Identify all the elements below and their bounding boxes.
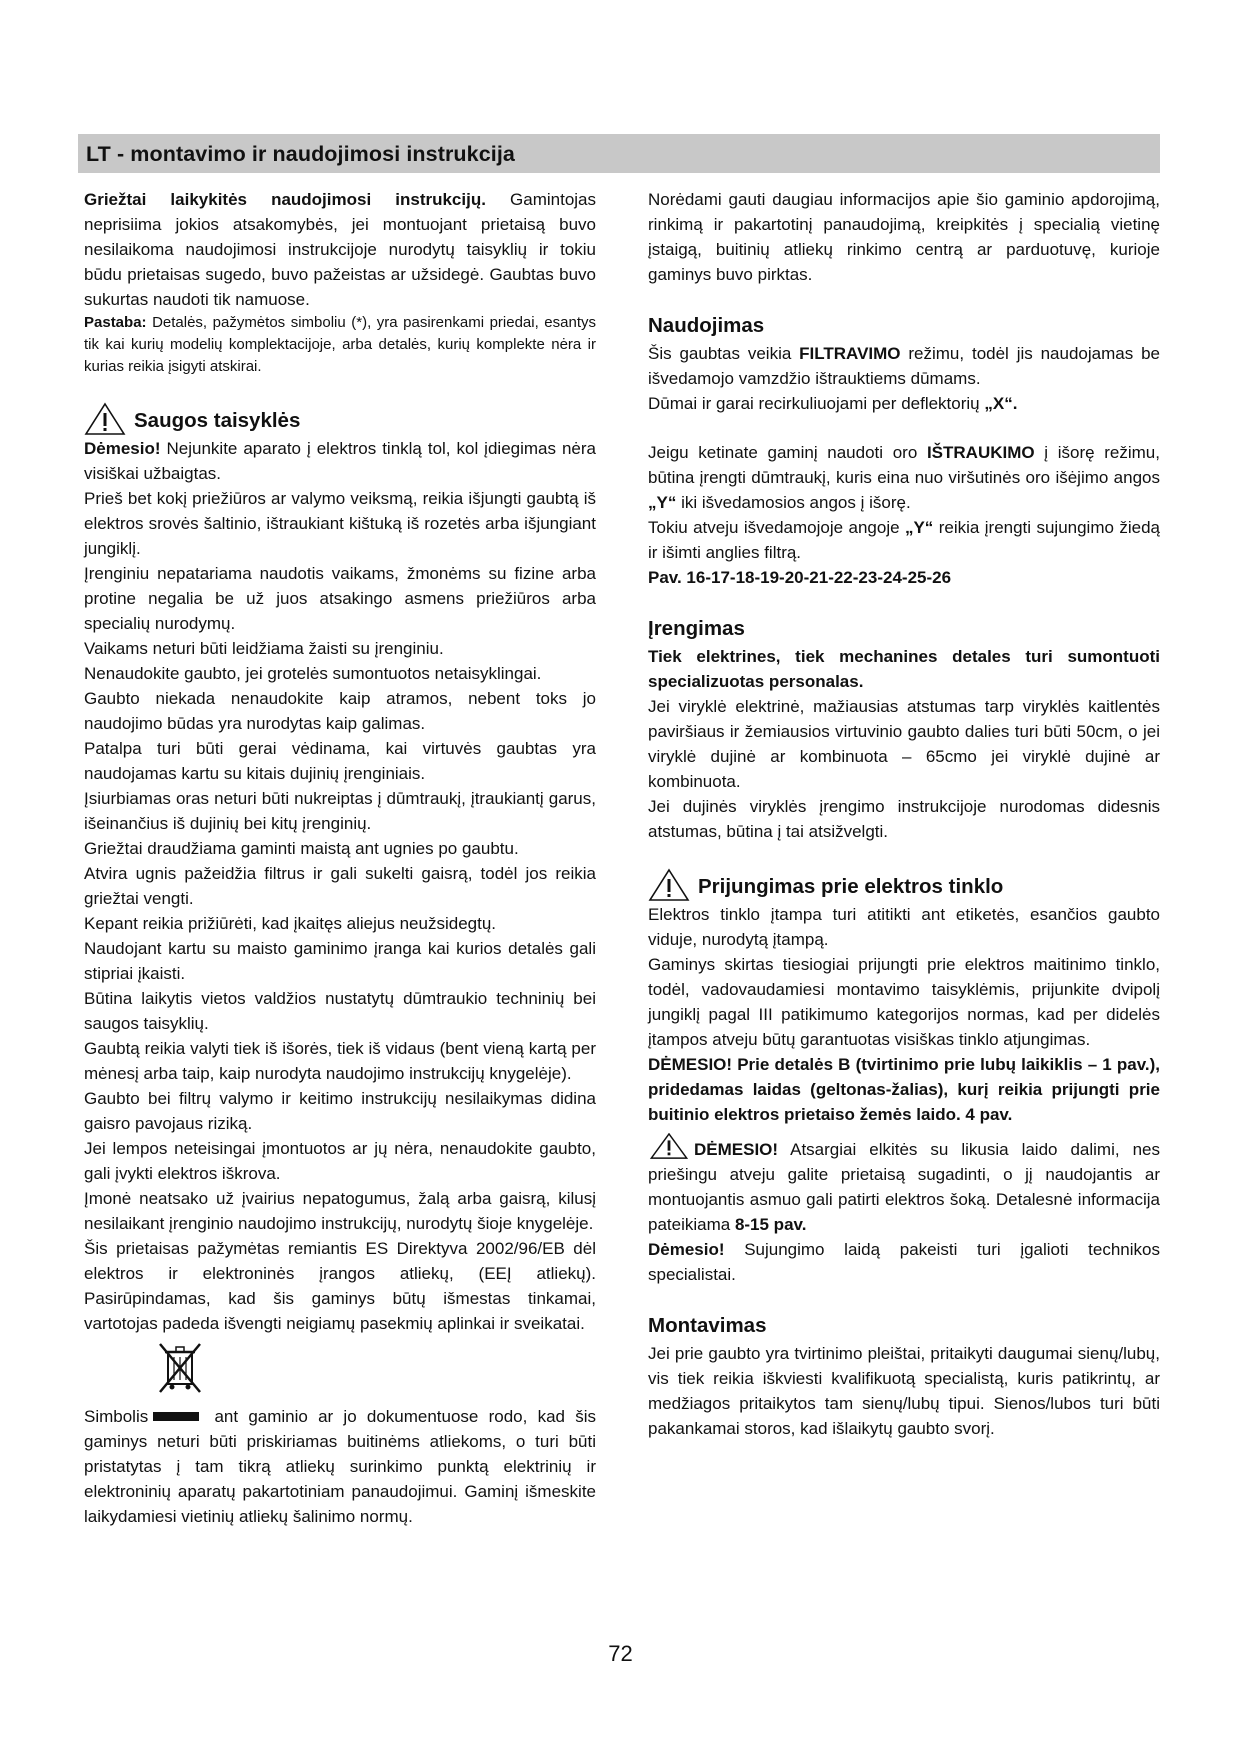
safety-paragraph: Įmonė neatsako už įvairius nepatogumus, žalą arba gaisrą, kilusį nesilaikant įrenginio naudojimo instrukcijų, nurodytų šioje knygelėje.: [84, 1189, 596, 1233]
usage-text: Tokiu atveju išvedamojoje angoje: [648, 518, 905, 537]
info-paragraph: Norėdami gauti daugiau informacijos apie šio gaminio apdorojimą, rinkimą ir pakartotinį panaudojimą, kreipkitės į specialią vietinę įstaigą, buitinių atliekų rinkimo centrą ar parduotuvę, kurioje gaminys buvo pirktas.: [648, 190, 1160, 284]
safety-paragraph: Būtina laikytis vietos valdžios nustatytų dūmtraukio techninių bei saugos taisyklių.: [84, 989, 596, 1033]
mount-paragraph-1: Jei prie gaubto yra tvirtinimo pleištai, pritaikyti daugumai sienų/lubų, vis tiek reikia iškviesti kvalifikuotą specialistą, kuris patikrintų, ar medžiagos pritaikytos tam sienų/lubų tipui. Sienos/lubos turi būti pakankamai storos, kad išlaikytų gaubto svorį.: [648, 1344, 1160, 1438]
safety-paragraph: Gaubtą reikia valyti tiek iš išorės, tiek iš vidaus (bent vieną kartą per mėnesį arba taip, kaip nurodyta naudojimo instrukcijų knygelėje).: [84, 1039, 596, 1083]
safety-paragraph: Kepant reikia prižiūrėti, kad įkaitęs aliejus neužsidegtų.: [84, 914, 497, 933]
safety-paragraph: Nenaudokite gaubto, jei grotelės sumontuotos netaisyklingai.: [84, 664, 542, 683]
intro-paragraph: [84, 187, 596, 312]
elec-bold: DĖMESIO! Prie detalės B (tvirtinimo prie lubų laikiklis – 1 pav.), pridedamas laidas (geltonas-žalias), kurį reikia prijungti prie buitinio elektros prietaiso žemės laido. 4 pav.: [648, 1055, 1160, 1124]
black-bar-symbol: [153, 1412, 199, 1421]
elec-heading: [648, 868, 1160, 902]
usage-paragraph-4: [648, 515, 1160, 565]
note-paragraph: [84, 312, 596, 378]
warning-triangle-icon: [648, 868, 690, 902]
usage-text: į išorę režimu, būtina įrengti dūmtraukį, kuris eina nuo viršutinės oro išėjimo angos: [648, 443, 1160, 487]
usage-paragraph-1: [648, 341, 1160, 391]
safety-paragraph-0: [84, 436, 596, 486]
usage-text: Šis gaubtas veikia: [648, 344, 800, 363]
safety-paragraph: Įrenginiu nepatariama naudotis vaikams, žmonėms su fizine arba protine negalia be už juos atsakingo asmens priežiūros arba specialių nurodymų.: [84, 564, 596, 633]
elec-warn-text: Atsargiai elkitės su likusia laido dalimi, nes priešingu atveju galite prietaisą sugadinti, o jį naudojantis ar montuojantis asmuo gali patirti elektros šoką. Detalesnė informacija pateikiama: [648, 1140, 1160, 1234]
safety-paragraph: Vaikams neturi būti leidžiama žaisti su įrenginiu.: [84, 639, 444, 658]
elec-title: Prijungimas prie elektros tinklo: [698, 875, 1004, 898]
right-column: [648, 187, 1160, 1441]
install-bold: Tiek elektrines, tiek mechanines detales turi sumontuoti specializuotas personalas.: [648, 647, 1160, 691]
usage-bold: „X“.: [984, 394, 1018, 413]
safety-paragraph: Šis prietaisas pažymėtas remiantis ES Direktyva 2002/96/EB dėl elektros ir elektroninės įrangos atliekų, (EEĮ atliekų). Pasirūpindamas, kad šis gaminys būtų išmestas tinkamai, vartotojas padeda išvengti neigiamų pasekmių aplinkai ir sveikatai.: [84, 1239, 596, 1333]
elec-warn-bold: DĖMESIO!: [694, 1140, 779, 1159]
usage-bold: FILTRAVIMO: [799, 344, 901, 363]
usage-heading: Naudojimas: [648, 314, 765, 337]
header-bar: [78, 134, 1160, 173]
usage-text: reikia įrengti sujungimo žiedą ir išimti anglies filtrą.: [648, 518, 1161, 562]
symbol-suffix: ant gaminio ar jo dokumentuose rodo, kad šis gaminys neturi būti priskiriamas buitinėms atliekoms, o turi būti pristatytas į tam tikrą atliekų surinkimo punktą elektrinių ir elektroninių aparatų pakartotiniam panaudojimui. Gaminį išmeskite laikydamiesi vietinių atliekų šalinimo normų.: [84, 1407, 596, 1526]
usage-paragraph-2: [648, 391, 1160, 416]
symbol-paragraph: [84, 1404, 596, 1529]
elec-att-bold: Dėmesio!: [648, 1240, 725, 1259]
install-bold-paragraph: [648, 644, 1160, 694]
usage-bold: „Y“: [648, 493, 677, 512]
safety-attention: Dėmesio!: [84, 439, 161, 458]
safety-paragraph: Gaubto bei filtrų valymo ir keitimo instrukcijų nesilaikymas didina gaisro pavojaus riziką.: [84, 1089, 596, 1133]
left-column: [84, 187, 596, 1529]
intro-text: Gamintojas neprisiima jokios atsakomybės, jei montuojant prietaisą buvo nesilaikoma naudojimosi instrukcijoje nurodytų taisyklių ir tokiu būdu prietaisas sugedo, buvo pažeistas ar užsidegė. Gaubtas buvo sukurtas naudoti tik namuose.: [84, 190, 597, 309]
safety-paragraph: Patalpa turi būti gerai vėdinama, kai virtuvės gaubtas yra naudojamas kartu su kitais dujinių įrenginiais.: [84, 739, 596, 783]
safety-paragraph: Atvira ugnis pažeidžia filtrus ir gali sukelti gaisrą, todėl jos reikia griežtai vengti.: [84, 864, 596, 908]
mount-heading: Montavimas: [648, 1314, 767, 1337]
usage-text: Dūmai ir garai recirkuliuojami per deflektorių: [648, 394, 985, 413]
safety-paragraph: Įsiurbiamas oras neturi būti nukreiptas į dūmtraukį, įtraukiantį garus, išeinančius iš dujinių bei kitų įrenginių.: [84, 789, 596, 833]
warning-triangle-icon: [648, 1133, 690, 1159]
install-paragraph-2: Jei dujinės viryklės įrengimo instrukcijoje nurodomas didesnis atstumas, būtina į tai atsižvelgti.: [648, 797, 1160, 841]
safety-paragraph: Gaubto niekada nenaudokite kaip atramos, nebent toks jo naudojimo būdas yra nurodytas kaip galimas.: [84, 689, 596, 733]
safety-text: Nejunkite aparato į elektros tinklą tol, kol įdiegimas nėra visiškai užbaigtas.: [84, 439, 596, 483]
usage-text: Jeigu ketinate gaminį naudoti oro: [648, 443, 927, 462]
elec-bold-paragraph: [648, 1052, 1160, 1127]
symbol-prefix: Simbolis: [84, 1407, 149, 1426]
safety-paragraph: Naudojant kartu su maisto gaminimo įranga kai kurios detalės gali stipriai įkaisti.: [84, 939, 596, 983]
page-title: LT - montavimo ir naudojimosi instrukcija: [86, 142, 515, 166]
install-paragraph-1: Jei viryklė elektrinė, mažiausias atstumas tarp viryklės kaitlentės paviršiaus ir žemiausios virtuvinio gaubto dalies turi būti 50cm, o jei viryklė dujinė ar kombinuota – 65cmo jei viryklė dujinė ar kombinuota.: [648, 697, 1160, 791]
note-bold: Pastaba:: [84, 314, 147, 331]
elec-att-text: Sujungimo laidą pakeisti turi įgalioti technikos specialistai.: [648, 1240, 1160, 1284]
intro-bold: Griežtai laikykitės naudojimosi instrukcijų.: [84, 190, 486, 209]
note-text: Detalės, pažymėtos simboliu (*), yra pasirenkami priedai, esantys tik kai kurių modelių komplektacijoje, arba detalės, kurių komplekte nėra ir kurias reikia įsigyti atskirai.: [84, 314, 596, 375]
usage-text: režimu, todėl jis naudojamas be išvedamojo vamzdžio ištrauktiems dūmams.: [648, 344, 1160, 388]
usage-bold: „Y“: [904, 518, 934, 537]
warning-triangle-icon: [84, 402, 126, 436]
usage-text: iki išvedamosios angos į išorę.: [676, 493, 911, 512]
usage-figure-ref: [648, 565, 1160, 590]
elec-paragraph-1: Elektros tinklo įtampa turi atitikti ant etiketės, esančios gaubto viduje, nurodytą įtampą.: [648, 905, 1160, 949]
elec-attention-paragraph: [648, 1237, 1160, 1287]
elec-paragraph-2: Gaminys skirtas tiesiogiai prijungti prie elektros maitinimo tinklo, todėl, vadovaudamiesi montavimo taisyklėmis, prijunkite dvipolį jungiklį pagal III patikimumo kategorijos normas, kad per didelės įtampos atveju būtų garantuotas visiškas tinklo atjungimas.: [648, 955, 1160, 1049]
safety-heading: [84, 402, 596, 436]
elec-warn-ref: 8-15 pav.: [734, 1215, 807, 1234]
usage-paragraph-3: [648, 440, 1160, 515]
safety-title: Saugos taisyklės: [134, 409, 301, 432]
safety-paragraph: Jei lempos neteisingai įmontuotos ar jų nėra, nenaudokite gaubto, gali įvykti elektros iškrova.: [84, 1139, 596, 1183]
page-number: 72: [608, 1641, 633, 1666]
usage-bold: IŠTRAUKIMO: [926, 443, 1035, 462]
safety-paragraph: Prieš bet kokį priežiūros ar valymo veiksmą, reikia išjungti gaubtą iš elektros srovės šaltinio, ištraukiant kištuką iš rozetės arba išjungiant jungiklį.: [84, 489, 596, 558]
safety-paragraph: Griežtai draudžiama gaminti maistą ant ugnies po gaubtu.: [84, 839, 519, 858]
elec-warning-paragraph: [648, 1133, 1160, 1237]
crossed-bin-icon: [156, 1340, 206, 1396]
install-heading: Įrengimas: [648, 617, 745, 640]
usage-ref-bold: Pav. 16-17-18-19-20-21-22-23-24-25-26: [648, 568, 952, 587]
